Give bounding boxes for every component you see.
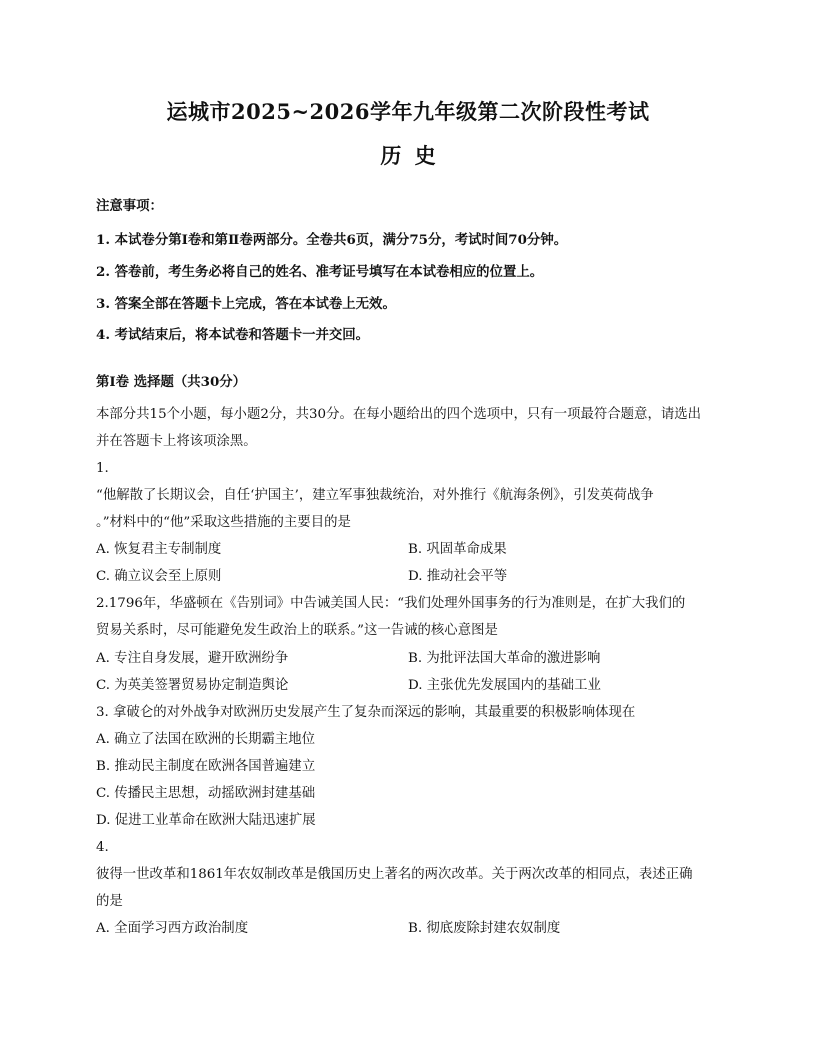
question-4-stem-line-2: 的是: [96, 894, 123, 909]
question-3-stem-line-1: 3. 拿破仑的对外战争对欧洲历史发展产生了复杂而深远的影响，其最重要的积极影响体现在: [96, 705, 636, 720]
question-2-option-c: C. 为英美签署贸易协定制造舆论: [96, 678, 289, 693]
question-3-option-a: A. 确立了法国在欧洲的长期霸主地位: [96, 732, 316, 747]
question-1-number: 1.: [96, 461, 109, 476]
question-1-stem-line-2: 。”材料中的“他”采取这些措施的主要目的是: [96, 515, 351, 530]
exam-title: 运城市2025~2026学年九年级第二次阶段性考试: [166, 99, 650, 124]
question-4-option-b: B. 彻底废除封建农奴制度: [408, 921, 561, 936]
question-2-option-a: A. 专注自身发展，避开欧洲纷争: [96, 651, 289, 666]
section-heading: 第Ⅰ卷 选择题（共30分）: [96, 374, 247, 390]
question-2-option-b: B. 为批评法国大革命的激进影响: [408, 651, 601, 666]
question-1-option-a: A. 恢复君主专制制度: [96, 542, 222, 557]
question-1-option-c: C. 确立议会至上原则: [96, 569, 222, 584]
question-1-option-d: D. 推动社会平等: [408, 569, 508, 584]
question-4-number: 4.: [96, 840, 109, 855]
question-3-option-d: D. 促进工业革命在欧洲大陆迅速扩展: [96, 813, 316, 828]
question-2-stem-line-2: 贸易关系时，尽可能避免发生政治上的联系。”这一告诫的核心意图是: [96, 623, 498, 638]
question-1-stem-line-1: “他解散了长期议会，自任‘护国主’，建立军事独裁统治，对外推行《航海条例》，引发英荷战争: [96, 488, 654, 503]
question-4-stem-line-1: 彼得一世改革和1861年农奴制改革是俄国历史上著名的两次改革。关于两次改革的相同点，表述正确: [96, 867, 693, 882]
question-2-stem-line-1: 2.1796年，华盛顿在《告别词》中告诫美国人民：“我们处理外国事务的行为准则是，在扩大我们的: [96, 596, 686, 611]
section-intro-line-2: 并在答题卡上将该项涂黑。: [96, 434, 257, 449]
question-3-option-b: B. 推动民主制度在欧洲各国普遍建立: [96, 759, 316, 774]
question-4-option-a: A. 全面学习西方政治制度: [96, 921, 249, 936]
section-intro-line-1: 本部分共15个小题，每小题2分，共30分。在每小题给出的四个选项中，只有一项最符合题意，请选出: [96, 407, 702, 422]
notice-item-4: 4. 考试结束后，将本试卷和答题卡一并交回。: [96, 327, 370, 343]
question-1-option-b: B. 巩固革命成果: [408, 542, 507, 557]
question-2-option-d: D. 主张优先发展国内的基础工业: [408, 678, 601, 693]
notice-item-2: 2. 答卷前，考生务必将自己的姓名、准考证号填写在本试卷相应的位置上。: [96, 264, 544, 280]
notice-item-3: 3. 答案全部在答题卡上完成，答在本试卷上无效。: [96, 296, 396, 312]
notice-heading: 注意事项：: [96, 198, 163, 214]
notice-item-1: 1. 本试卷分第Ⅰ卷和第Ⅱ卷两部分。全卷共6页，满分75分，考试时间70分钟。: [96, 232, 568, 248]
subject-title: 历 史: [380, 143, 436, 168]
question-3-option-c: C. 传播民主思想，动摇欧洲封建基础: [96, 786, 316, 801]
